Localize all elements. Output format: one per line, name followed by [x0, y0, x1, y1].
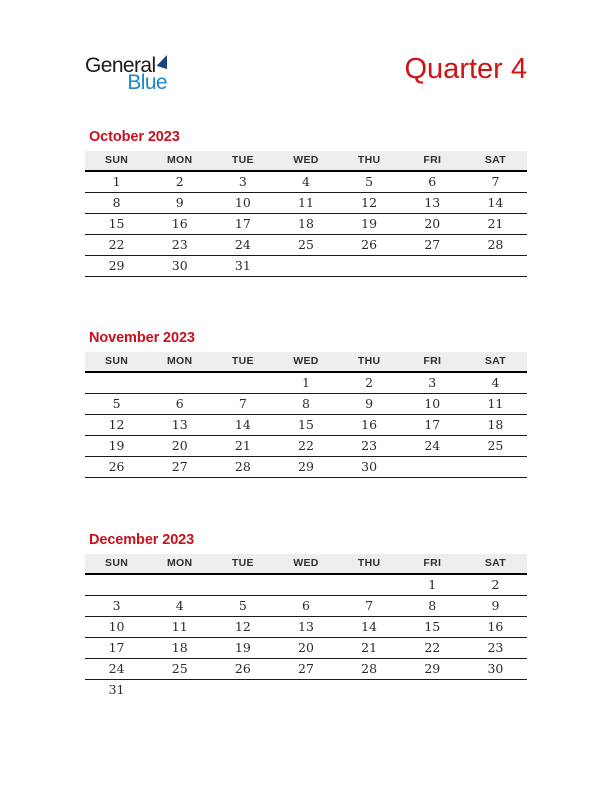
day-cell — [401, 679, 464, 700]
calendar-week-row — [85, 234, 527, 255]
day-cell: 1 — [274, 372, 337, 394]
day-cell: 3 — [211, 171, 274, 193]
weekday-row — [85, 554, 527, 574]
day-cell — [464, 679, 527, 700]
day-cell: 24 — [211, 234, 274, 255]
logo-triangle-icon — [157, 55, 167, 69]
day-cell: 30 — [338, 456, 401, 477]
calendar-week-row — [85, 435, 527, 456]
day-cell — [211, 574, 274, 596]
day-cell: 19 — [338, 213, 401, 234]
day-cell: 27 — [401, 234, 464, 255]
day-cell: 22 — [85, 234, 148, 255]
weekday-header: SAT — [464, 554, 527, 574]
day-cell: 2 — [464, 574, 527, 596]
day-cell: 23 — [464, 637, 527, 658]
day-cell: 2 — [338, 372, 401, 394]
day-cell: 30 — [148, 255, 211, 276]
day-cell: 21 — [464, 213, 527, 234]
day-cell — [148, 574, 211, 596]
weekday-header: WED — [274, 352, 337, 372]
calendar-week-row — [85, 595, 527, 616]
weekday-header: SAT — [464, 151, 527, 171]
weekday-header: SUN — [85, 554, 148, 574]
day-cell: 9 — [338, 393, 401, 414]
weekday-header-row — [85, 352, 527, 372]
calendar-body — [85, 171, 527, 277]
day-cell: 11 — [464, 393, 527, 414]
month-title: November 2023 — [89, 330, 195, 346]
calendar-week-row — [85, 414, 527, 435]
day-cell: 22 — [401, 637, 464, 658]
day-cell: 20 — [401, 213, 464, 234]
day-cell: 20 — [148, 435, 211, 456]
calendar-week-row — [85, 372, 527, 394]
day-cell: 5 — [338, 171, 401, 193]
day-cell: 16 — [338, 414, 401, 435]
day-cell: 9 — [148, 192, 211, 213]
day-cell — [401, 255, 464, 276]
day-cell: 4 — [274, 171, 337, 193]
day-cell: 27 — [274, 658, 337, 679]
day-cell — [148, 372, 211, 394]
calendar-week-row — [85, 637, 527, 658]
day-cell: 26 — [211, 658, 274, 679]
weekday-header: FRI — [401, 554, 464, 574]
day-cell: 8 — [274, 393, 337, 414]
weekday-header: MON — [148, 352, 211, 372]
day-cell: 16 — [464, 616, 527, 637]
weekday-header-row — [85, 554, 527, 574]
day-cell: 20 — [274, 637, 337, 658]
day-cell: 24 — [401, 435, 464, 456]
weekday-header: TUE — [211, 554, 274, 574]
day-cell — [338, 255, 401, 276]
day-cell: 26 — [85, 456, 148, 477]
day-cell: 19 — [85, 435, 148, 456]
day-cell — [464, 456, 527, 477]
day-cell: 19 — [211, 637, 274, 658]
day-cell: 18 — [148, 637, 211, 658]
day-cell: 28 — [211, 456, 274, 477]
day-cell: 14 — [338, 616, 401, 637]
calendar-week-row — [85, 192, 527, 213]
day-cell: 31 — [108, 682, 125, 697]
day-cell — [274, 255, 337, 276]
day-cell: 11 — [274, 192, 337, 213]
weekday-header: SUN — [85, 151, 148, 171]
day-cell: 21 — [338, 637, 401, 658]
day-cell — [148, 679, 211, 700]
day-cell: 15 — [401, 616, 464, 637]
day-cell: 22 — [274, 435, 337, 456]
day-cell: 14 — [464, 192, 527, 213]
month-title: October 2023 — [89, 129, 180, 145]
month-section-october — [85, 130, 527, 277]
day-cell: 4 — [464, 372, 527, 394]
calendar-week-row — [85, 255, 527, 276]
logo-text-general: General — [85, 54, 156, 77]
day-cell: 10 — [211, 192, 274, 213]
day-cell: 10 — [401, 393, 464, 414]
day-cell: 15 — [274, 414, 337, 435]
day-cell: 13 — [401, 192, 464, 213]
calendar-week-row — [85, 171, 527, 193]
general-blue-logo — [85, 55, 167, 93]
day-cell: 3 — [85, 595, 148, 616]
weekday-header: FRI — [401, 352, 464, 372]
weekday-header: FRI — [401, 151, 464, 171]
day-cell: 28 — [464, 234, 527, 255]
day-cell: 25 — [148, 658, 211, 679]
calendar-week-row — [85, 616, 527, 637]
calendar-week-row — [85, 393, 527, 414]
day-cell: 1 — [401, 574, 464, 596]
day-cell: 1 — [85, 171, 148, 193]
day-cell: 24 — [85, 658, 148, 679]
weekday-header: TUE — [211, 151, 274, 171]
day-cell: 29 — [85, 255, 148, 276]
day-cell: 5 — [85, 393, 148, 414]
day-cell — [211, 372, 274, 394]
day-cell — [338, 679, 401, 700]
day-cell: 23 — [148, 234, 211, 255]
day-cell: 12 — [85, 414, 148, 435]
day-cell: 30 — [464, 658, 527, 679]
day-cell: 31 — [211, 255, 274, 276]
weekday-row — [85, 151, 527, 171]
day-cell: 25 — [464, 435, 527, 456]
day-cell — [464, 255, 527, 276]
day-cell: 14 — [211, 414, 274, 435]
day-cell: 7 — [211, 393, 274, 414]
weekday-header-row — [85, 151, 527, 171]
day-cell: 17 — [401, 414, 464, 435]
day-cell — [274, 679, 337, 700]
day-cell — [211, 679, 274, 700]
day-cell: 8 — [85, 192, 148, 213]
weekday-header: SUN — [85, 352, 148, 372]
day-cell: 12 — [211, 616, 274, 637]
calendar-week-row — [85, 213, 527, 234]
weekday-header: MON — [148, 554, 211, 574]
logo-text-blue: Blue — [127, 71, 167, 94]
calendar-table — [85, 151, 527, 277]
day-cell — [85, 372, 148, 394]
calendar-body — [85, 574, 527, 700]
day-cell — [338, 574, 401, 596]
weekday-header: THU — [338, 554, 401, 574]
day-cell: 25 — [274, 234, 337, 255]
weekday-header: TUE — [211, 352, 274, 372]
day-cell — [274, 574, 337, 596]
day-cell: 27 — [148, 456, 211, 477]
weekday-header: THU — [338, 151, 401, 171]
calendar-week-row — [85, 679, 527, 700]
calendar-table — [85, 352, 527, 478]
weekday-header: WED — [274, 554, 337, 574]
day-cell: 23 — [338, 435, 401, 456]
weekday-row — [85, 352, 527, 372]
weekday-header: WED — [274, 151, 337, 171]
month-section-november — [85, 331, 527, 478]
day-cell: 6 — [148, 393, 211, 414]
day-cell: 7 — [338, 595, 401, 616]
day-cell: 3 — [401, 372, 464, 394]
page-title: Quarter 4 — [404, 53, 527, 85]
weekday-header: THU — [338, 352, 401, 372]
day-cell: 4 — [148, 595, 211, 616]
day-cell: 15 — [85, 213, 148, 234]
day-cell: 10 — [85, 616, 148, 637]
day-cell: 21 — [211, 435, 274, 456]
calendar-week-row — [85, 574, 527, 596]
month-section-december — [85, 533, 527, 700]
day-cell: 13 — [274, 616, 337, 637]
day-cell — [85, 574, 148, 596]
weekday-header: SAT — [464, 352, 527, 372]
day-cell: 6 — [401, 171, 464, 193]
calendar-table — [85, 554, 527, 700]
day-cell: 16 — [148, 213, 211, 234]
day-cell — [401, 456, 464, 477]
day-cell: 17 — [85, 637, 148, 658]
day-cell: 26 — [338, 234, 401, 255]
day-cell: 28 — [338, 658, 401, 679]
day-cell: 29 — [274, 456, 337, 477]
calendar-week-row — [85, 456, 527, 477]
day-cell: 9 — [464, 595, 527, 616]
month-title: December 2023 — [89, 532, 195, 548]
day-cell: 6 — [274, 595, 337, 616]
day-cell: 13 — [148, 414, 211, 435]
day-cell: 17 — [211, 213, 274, 234]
day-cell: 7 — [464, 171, 527, 193]
day-cell: 18 — [464, 414, 527, 435]
day-cell: 11 — [148, 616, 211, 637]
day-cell: 12 — [338, 192, 401, 213]
day-cell: 5 — [211, 595, 274, 616]
day-cell: 18 — [274, 213, 337, 234]
weekday-header: MON — [148, 151, 211, 171]
day-cell: 29 — [401, 658, 464, 679]
day-cell: 8 — [401, 595, 464, 616]
calendar-week-row — [85, 658, 527, 679]
calendar-body — [85, 372, 527, 478]
day-cell: 2 — [148, 171, 211, 193]
